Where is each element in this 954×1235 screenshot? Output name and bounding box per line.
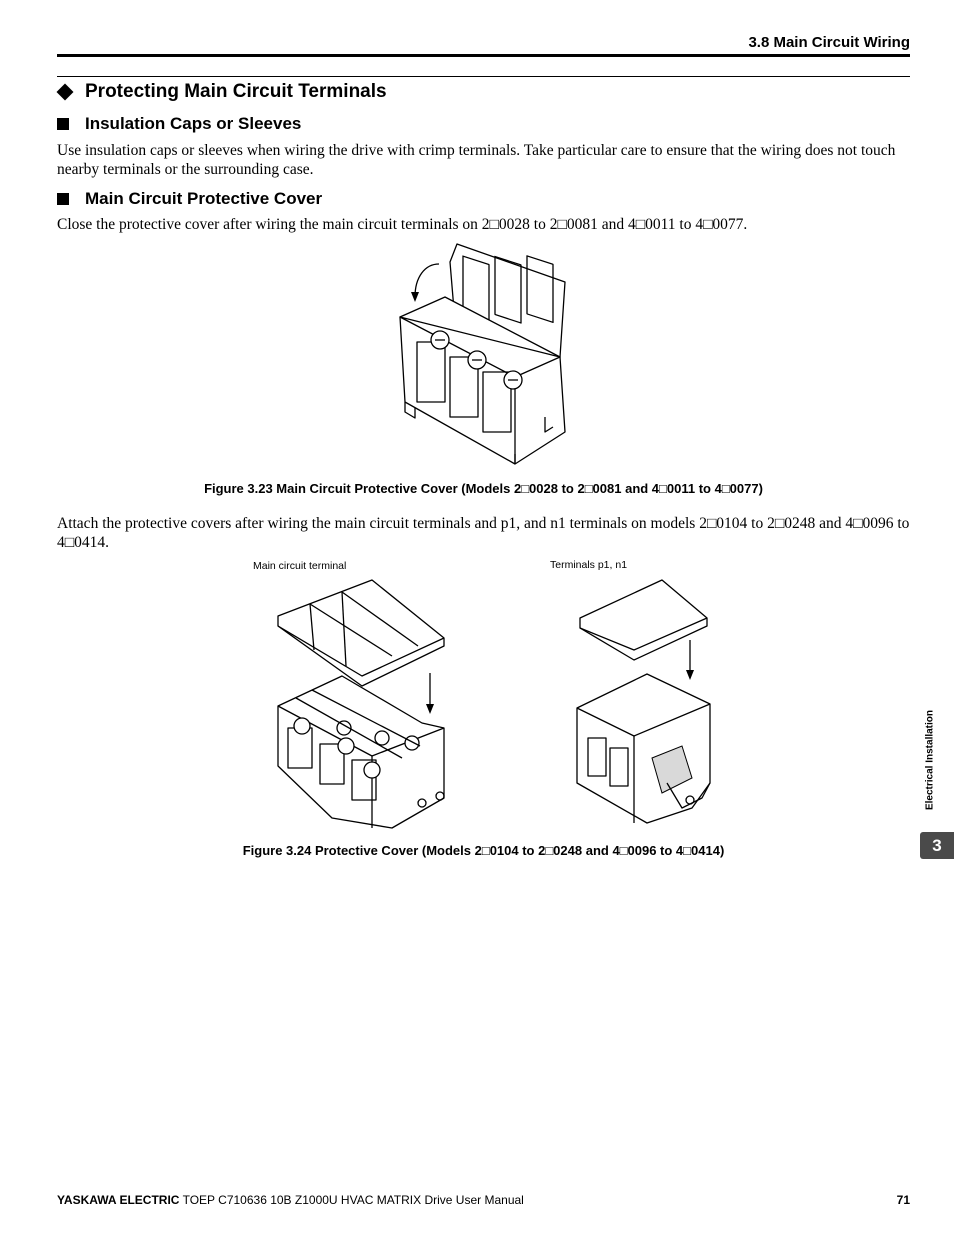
main-heading: [57, 81, 387, 103]
subheading-text: Insulation Caps or Sleeves: [85, 114, 302, 133]
square-bullet-icon: [57, 118, 69, 130]
subheading-protective-cover: [57, 189, 322, 209]
figure-24-p1-n1-illustration: [572, 578, 717, 828]
terminal-screw-icon: [405, 736, 419, 750]
terminal-screw-icon: [375, 731, 389, 745]
figure-24-caption: Figure 3.24 Protective Cover (Models 2□0104 to 2□0248 and 4□0096 to 4□0414): [242, 843, 725, 858]
arrow-head-icon: [411, 292, 419, 302]
figure-24-main-terminal-illustration: [272, 578, 452, 830]
footer-manual-title: [57, 1193, 524, 1207]
attach-covers-paragraph: Attach the protective covers after wiring the main circuit terminals and p1, and n1 terminals on models 2□0104 to 2□0248 and 4□0096 to 4□0414.: [57, 515, 910, 551]
chapter-number-tab: 3: [920, 832, 954, 859]
terminal-cover: [580, 580, 707, 660]
section-header: 3.8 Main Circuit Wiring: [748, 34, 910, 51]
terminal-block-body: [577, 674, 710, 823]
terminal-screw-icon: [338, 738, 354, 754]
insulation-caps-paragraph: Use insulation caps or sleeves when wiring the drive with crimp terminals. Take particular care to ensure that the wiring does not touch nearby terminals or the surrounding case.: [57, 142, 896, 178]
terminal-screw-icon: [294, 718, 310, 734]
figure-23-illustration: [395, 242, 575, 467]
header-rule: [57, 54, 910, 57]
footer-brand: YASKAWA ELECTRIC: [57, 1193, 180, 1207]
main-heading-text: Protecting Main Circuit Terminals: [85, 81, 387, 102]
square-bullet-icon: [57, 193, 69, 205]
header-rule-thin: [57, 76, 910, 77]
page-number: 71: [896, 1193, 910, 1207]
chapter-side-tab-label: Electrical Installation: [924, 709, 936, 811]
terminal-screw-icon: [364, 762, 380, 778]
diamond-bullet-icon: [57, 84, 74, 101]
subheading-text: Main Circuit Protective Cover: [85, 189, 323, 208]
footer-doc-title: TOEP C710636 10B Z1000U HVAC MATRIX Drive User Manual: [179, 1193, 524, 1207]
label-main-circuit-terminal: Main circuit terminal: [253, 560, 347, 572]
subheading-insulation-caps: [57, 114, 301, 134]
figure-23-caption: Figure 3.23 Main Circuit Protective Cover (Models 2□0028 to 2□0081 and 4□0011 to 4□0077): [204, 481, 763, 496]
label-terminals-p1-n1: Terminals p1, n1: [550, 559, 628, 571]
terminal-cover: [278, 580, 444, 686]
protective-cover-paragraph: Close the protective cover after wiring the main circuit terminals on 2□0028 to 2□0081 and 4□0011 to 4□0077.: [57, 216, 748, 233]
